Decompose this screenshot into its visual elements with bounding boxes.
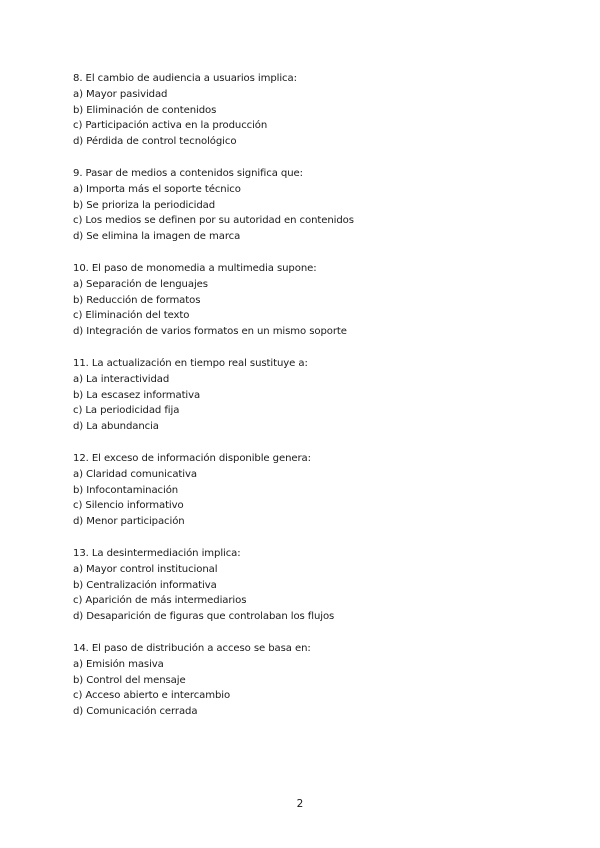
question-12 [73,451,543,530]
answer-option: a) Mayor pasividad [73,88,168,100]
answer-option: c) Aparición de más intermediarios [73,595,247,607]
question-stem: 10. El paso de monomedia a multimedia supone: [73,262,317,274]
answer-option: d) Se elimina la imagen de marca [73,231,241,243]
answer-option: c) Los medios se definen por su autoridad en contenidos [73,215,354,227]
question-13 [73,546,543,625]
answer-option: d) Integración de varios formatos en un mismo soporte [73,326,347,338]
answer-option: d) Pérdida de control tecnológico [73,136,237,148]
question-9 [73,166,543,245]
answer-option: c) Silencio informativo [73,500,184,512]
question-stem: 9. Pasar de medios a contenidos significa que: [73,167,303,179]
question-stem: 13. La desintermediación implica: [73,547,241,559]
question-10 [73,261,543,340]
question-stem: 11. La actualización en tiempo real sustituye a: [73,357,308,369]
question-stem: 14. El paso de distribución a acceso se basa en: [73,642,311,654]
page-number: 2 [296,798,304,810]
answer-option: b) Control del mensaje [73,674,186,686]
answer-option: a) Separación de lenguajes [73,278,208,290]
answer-option: d) Comunicación cerrada [73,706,198,718]
answer-option: a) La interactividad [73,373,170,385]
question-stem: 8. El cambio de audiencia a usuarios implica: [73,73,297,84]
answer-option: b) La escasez informativa [73,389,201,401]
question-8 [73,71,543,150]
answer-option: b) Centralización informativa [73,579,217,591]
answer-option: c) La periodicidad fija [73,405,180,417]
answer-option: d) Desaparición de figuras que controlaban los flujos [73,611,335,623]
answer-option: a) Mayor control institucional [73,563,218,575]
answer-option: a) Importa más el soporte técnico [73,183,241,195]
answer-option: a) Emisión masiva [73,658,164,670]
answer-option: b) Reducción de formatos [73,294,201,306]
answer-option: b) Se prioriza la periodicidad [73,199,216,211]
answer-option: a) Claridad comunicativa [73,468,197,480]
answer-option: c) Participación activa en la producción [73,120,268,132]
answer-option: b) Infocontaminación [73,484,179,496]
answer-option: c) Eliminación del texto [73,310,190,322]
question-14 [73,641,543,720]
answer-option: b) Eliminación de contenidos [73,104,217,116]
answer-option: c) Acceso abierto e intercambio [73,690,231,702]
question-stem: 12. El exceso de información disponible genera: [73,452,311,464]
question-list [73,71,543,736]
question-11 [73,356,543,435]
answer-option: d) Menor participación [73,516,185,528]
answer-option: d) La abundancia [73,421,159,433]
